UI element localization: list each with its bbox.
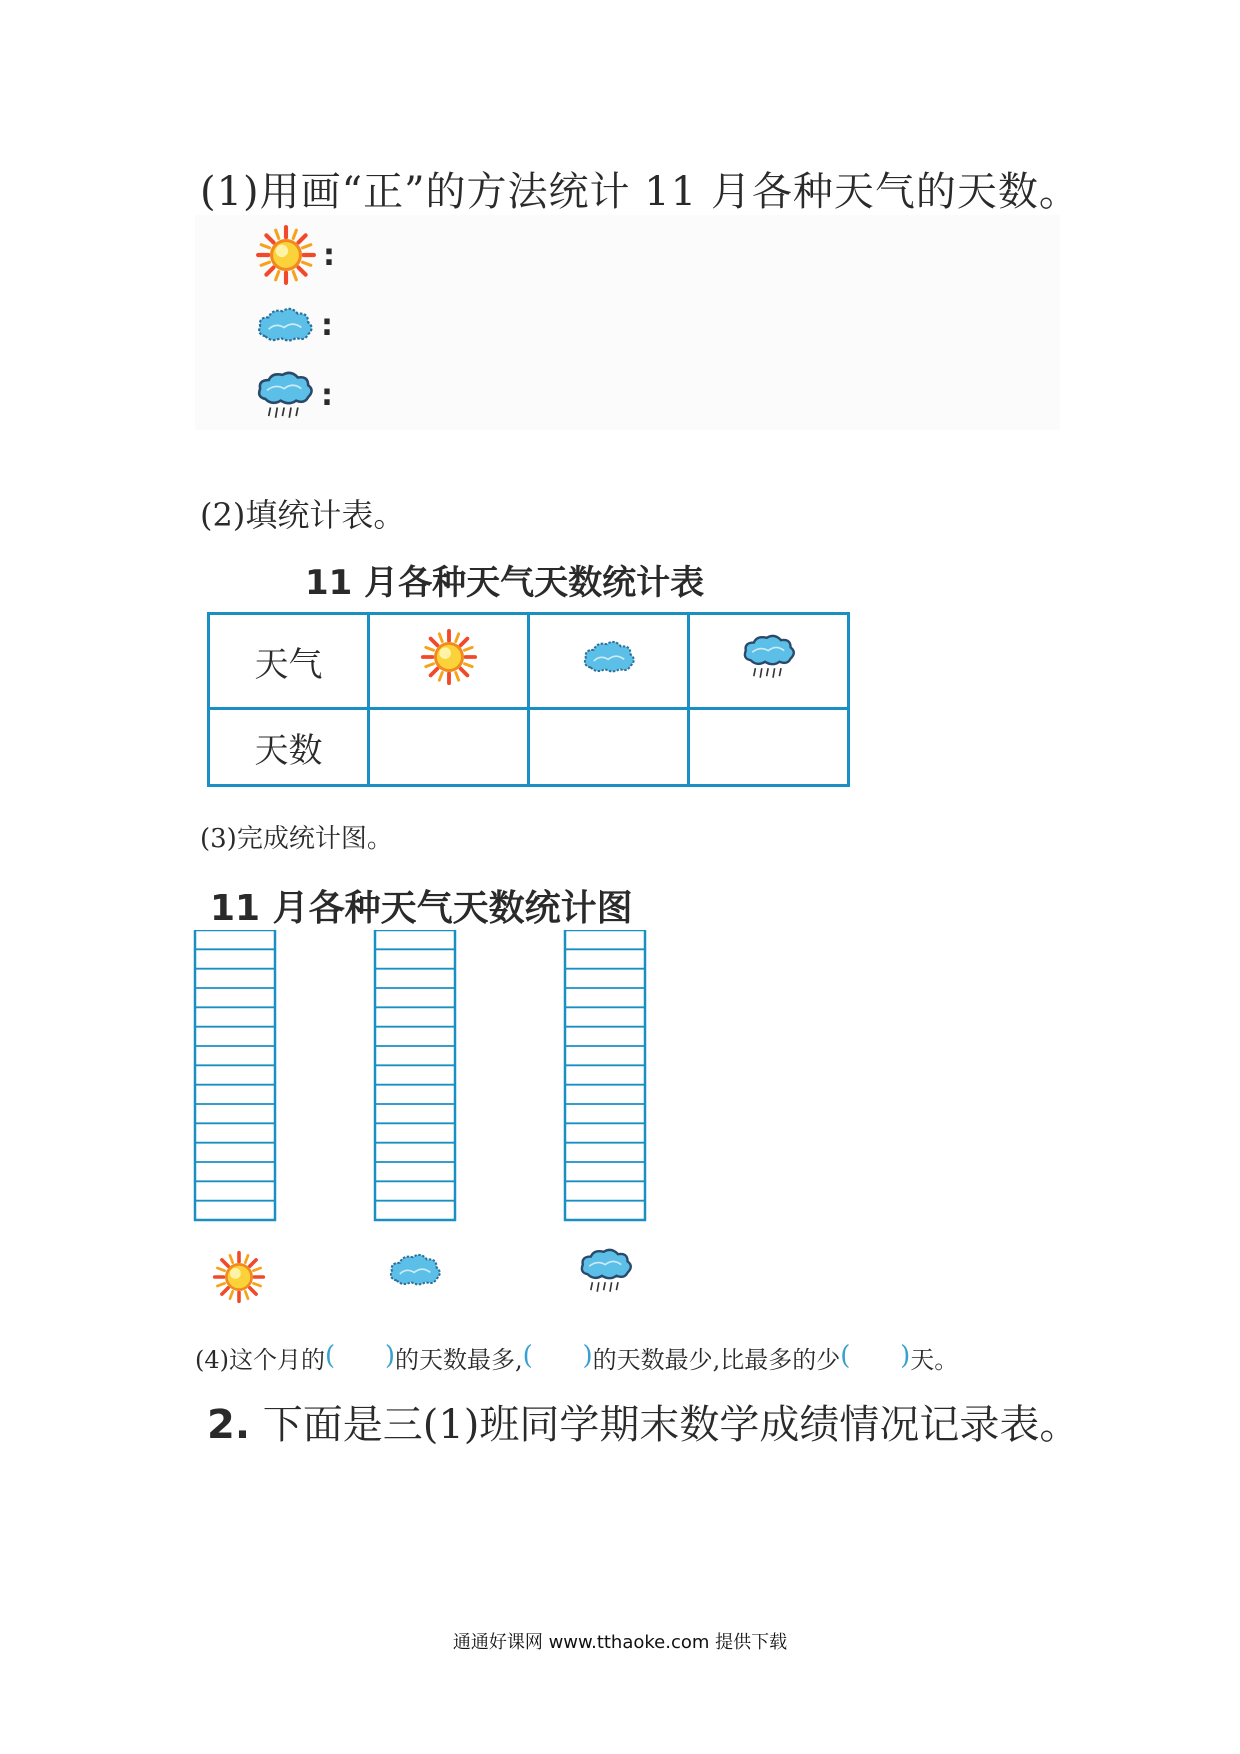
sun-icon	[255, 224, 317, 286]
question-number: 2.	[207, 1402, 251, 1448]
tally-colon: :	[321, 307, 333, 343]
question-1-text: (1)用画“正”的方法统计 11 月各种天气的天数。	[200, 169, 1080, 215]
table-cell-sun	[369, 614, 529, 709]
rain-cloud-icon	[255, 368, 315, 423]
table-title: 11 月各种天气天数统计表	[305, 563, 705, 603]
tally-row-sunny	[255, 220, 335, 290]
sun-icon	[215, 1253, 264, 1302]
bar-column-rain-cloud[interactable]	[565, 930, 645, 1220]
weather-stat-table	[207, 612, 850, 787]
question-4-part-2: 的天数最多,	[395, 1346, 523, 1374]
table-cell-cloud	[529, 614, 689, 709]
question-4-part-3: 的天数最少,比最多的少	[592, 1346, 841, 1374]
chart-title: 11 月各种天气天数统计图	[210, 888, 633, 929]
sun-icon	[420, 628, 478, 686]
answer-blank-difference[interactable]	[840, 1345, 910, 1371]
row-header-weather: 天气	[209, 614, 369, 709]
answer-blank-least[interactable]	[523, 1345, 593, 1371]
answer-blank-most[interactable]	[325, 1345, 395, 1371]
rain-cloud-icon	[582, 1250, 631, 1292]
tally-area	[195, 215, 1060, 430]
tally-row-rainy	[255, 360, 333, 430]
cloud-icon	[255, 303, 315, 347]
days-input-sun[interactable]	[369, 709, 529, 786]
days-input-rain[interactable]	[689, 709, 849, 786]
cloud-icon	[391, 1255, 440, 1285]
row-header-days: 天数	[209, 709, 369, 786]
question-4-part-4: 天。	[910, 1346, 959, 1374]
tally-row-cloudy	[255, 290, 333, 360]
footer-credit: 通通好课网 www.tthaoke.com 提供下载	[452, 1632, 788, 1653]
question-heading-text: 下面是三(1)班同学期末数学成绩情况记录表。	[262, 1402, 1080, 1448]
question-4-part-1: (4)这个月的	[195, 1346, 325, 1374]
question-2-heading	[207, 1393, 1079, 1450]
cloud-icon	[581, 636, 637, 678]
question-3-text: (3)完成统计图。	[200, 824, 393, 854]
bar-chart-grid	[190, 930, 680, 1315]
rain-cloud-icon	[741, 632, 797, 682]
tally-colon: :	[323, 237, 335, 273]
bar-column-cloud[interactable]	[375, 930, 455, 1220]
bar-column-sun[interactable]	[195, 930, 275, 1220]
question-4	[195, 1340, 958, 1375]
table-cell-rain	[689, 614, 849, 709]
days-input-cloud[interactable]	[529, 709, 689, 786]
question-2-text: (2)填统计表。	[200, 496, 406, 534]
tally-colon: :	[321, 377, 333, 413]
